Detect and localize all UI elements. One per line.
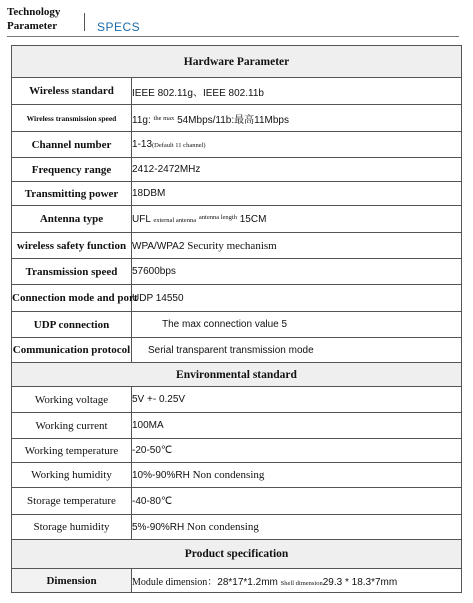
row-value: IEEE 802.11g、IEEE 802.11b <box>132 78 462 105</box>
row-label: Wireless standard <box>12 78 132 105</box>
module-value: 28*17*1.2mm <box>217 577 278 588</box>
table-row <box>12 413 462 439</box>
header-rule <box>7 36 459 37</box>
row-label: Storage humidity <box>12 515 132 540</box>
row-label: Dimension <box>12 569 132 593</box>
row-label: Channel number <box>12 132 132 158</box>
row-value <box>132 233 462 259</box>
table-row <box>12 233 462 259</box>
table-row <box>12 105 462 132</box>
row-value <box>132 515 462 540</box>
row-value <box>132 463 462 488</box>
value-tail: Security mechanism <box>187 239 277 252</box>
table-row <box>12 259 462 285</box>
row-label: Communication protocol <box>12 338 132 363</box>
value-prefix: 11g: <box>132 114 151 126</box>
row-value: 2412-2472MHz <box>132 158 462 182</box>
row-label: Transmission speed <box>12 259 132 285</box>
section-row <box>12 363 462 387</box>
row-label: Working humidity <box>12 463 132 488</box>
row-label: Storage temperature <box>12 488 132 515</box>
value-prefix: 5%-90%RH <box>132 522 185 533</box>
section-product-heading: Product specification <box>12 540 462 569</box>
row-value: Serial transparent transmission mode <box>132 338 462 363</box>
row-label: Connection mode and port <box>12 285 132 312</box>
section-row <box>12 46 462 78</box>
table-row <box>12 285 462 312</box>
row-label: Wireless transmission speed <box>12 105 132 132</box>
table-row <box>12 182 462 206</box>
row-value <box>132 105 462 132</box>
table-row <box>12 132 462 158</box>
row-label: Transmitting power <box>12 182 132 206</box>
row-value: 100MA <box>132 413 462 439</box>
table-row <box>12 312 462 338</box>
spec-table <box>11 45 462 593</box>
row-value: -20-50℃ <box>132 439 462 463</box>
section-hardware-heading: Hardware Parameter <box>12 46 462 78</box>
value-tail: 15CM <box>239 213 267 225</box>
section-environment-heading: Environmental standard <box>12 363 462 387</box>
value-main: 1-13 <box>132 139 153 150</box>
header-title-line1: Technology <box>7 6 61 18</box>
table-row <box>12 488 462 515</box>
row-value: UDP 14550 <box>132 285 462 312</box>
header-title-line2: Parameter <box>7 20 58 32</box>
module-label: Module dimension： <box>132 577 218 588</box>
row-label: Working temperature <box>12 439 132 463</box>
value-small: (Default 11 channel <box>152 142 204 149</box>
row-label: wireless safety function <box>12 233 132 259</box>
row-label: Working current <box>12 413 132 439</box>
row-value: 57600bps <box>132 259 462 285</box>
table-row <box>12 569 462 593</box>
row-value: -40-80℃ <box>132 488 462 515</box>
table-row <box>12 387 462 413</box>
table-row <box>12 78 462 105</box>
row-value: 18DBM <box>132 182 462 206</box>
row-label: UDP connection <box>12 312 132 338</box>
value-tail: Non condensing <box>192 469 265 481</box>
header-specs-label: SPECS <box>97 20 141 34</box>
table-row <box>12 158 462 182</box>
row-label: Antenna type <box>12 206 132 233</box>
value-prefix: WPA/WPA2 <box>132 240 185 252</box>
shell-value: 29.3 * 18.3*7mm <box>322 577 398 588</box>
row-value <box>132 206 462 233</box>
value-tail: ) <box>203 142 206 149</box>
table-row <box>12 463 462 488</box>
row-value <box>132 569 462 593</box>
table-row <box>12 338 462 363</box>
value-small-1: external antenna <box>153 216 197 224</box>
value-small: the max <box>153 114 175 122</box>
table-row <box>12 206 462 233</box>
row-label: Frequency range <box>12 158 132 182</box>
shell-label: Shell dimension <box>280 580 323 587</box>
row-value <box>132 132 462 158</box>
value-tail: Non condensing <box>187 521 259 533</box>
row-label: Working voltage <box>12 387 132 413</box>
header-title <box>7 5 60 33</box>
value-prefix: 10%-90%RH <box>132 470 190 481</box>
table-row <box>12 439 462 463</box>
table-row <box>12 515 462 540</box>
row-value: 5V +- 0.25V <box>132 387 462 413</box>
header-separator <box>84 13 85 31</box>
value-prefix: UFL <box>132 213 151 225</box>
row-value: The max connection value 5 <box>132 312 462 338</box>
value-main: 54Mbps/11b:最高11Mbps <box>177 114 289 126</box>
value-small-2: antenna length <box>198 213 237 221</box>
section-row <box>12 540 462 569</box>
